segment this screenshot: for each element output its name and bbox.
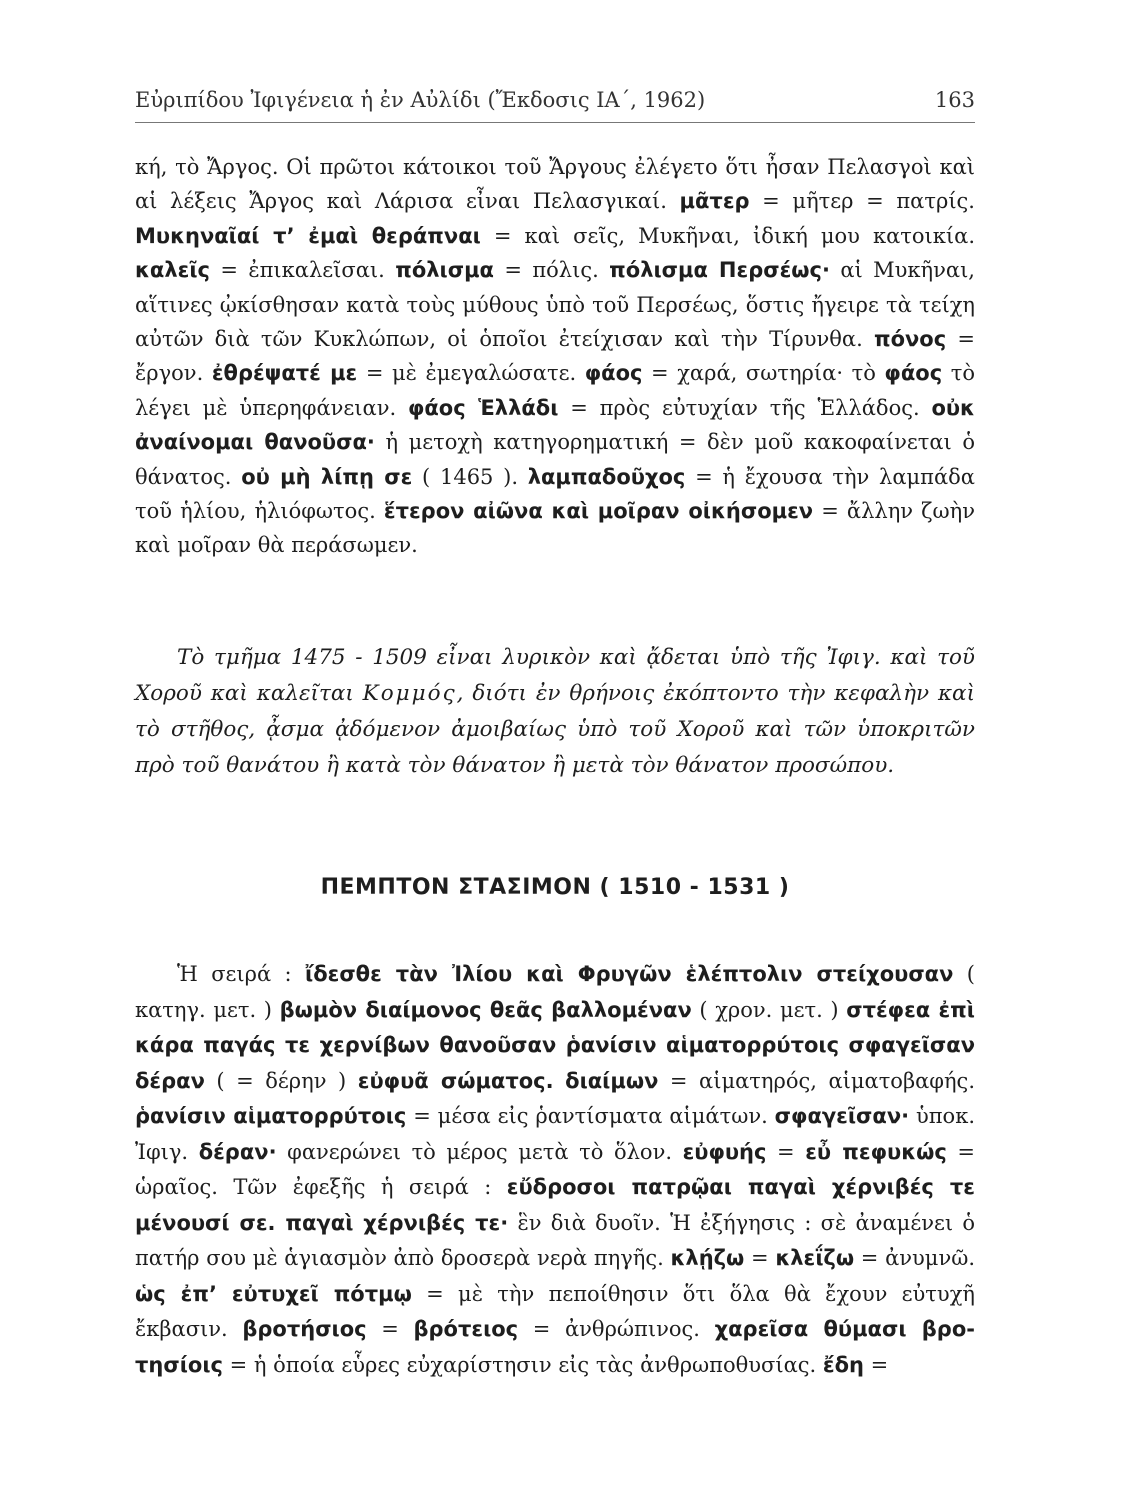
commentary-text: = μῆτερ = πατρίς. xyxy=(749,189,975,214)
commentary-text: αἱ Μυκῆναι, αἵτινες ᾠκίσθησαν κατὰ τοὺς μύθους ὑπὸ τοῦ Περσέως, ὅστις ἤγειρε τὰ τείχη αὐτῶν διὰ τῶν Κυκλώπων, οἱ ὁποῖοι ἐτείχισαν καὶ τὴν Τίρυνθα. xyxy=(135,258,975,352)
commentary-text: = μέσα εἰς ῥαντίσματα αἱμάτων. xyxy=(406,1104,775,1128)
header-rule xyxy=(135,122,975,123)
commentary-text: = xyxy=(766,1139,806,1164)
lemma: βρότειος xyxy=(413,1317,519,1341)
commentary-text: ( χρον. μετ. ) xyxy=(691,997,847,1022)
lyric-section-note xyxy=(135,640,975,784)
lemma: κλεΐζω xyxy=(775,1246,855,1270)
lemma: κλῄζω xyxy=(670,1246,745,1270)
commentary-text: = xyxy=(744,1246,776,1270)
commentary-text: ( 1465 ). xyxy=(412,464,528,489)
commentary-text: = ἐπικαλεῖσαι. xyxy=(209,258,396,283)
lemma: στέφεα ἐπὶ κάρα παγάς τε χερνίβων θανοῦσαν ῥανίσιν αἱματορρύτοις σφαγεῖσαν δέραν xyxy=(135,997,975,1093)
commentary-text: = μὲ ἐμεγαλώσατε. xyxy=(357,361,585,386)
commentary-text: = ἡ ὁποία εὗρες εὐχαρίστησιν εἰς τὰς ἀνθρωποθυσίας. xyxy=(222,1352,823,1377)
lemma: διαίμων xyxy=(565,1068,659,1093)
commentary-text: ὑποκ. Ἰφιγ. xyxy=(135,1104,975,1164)
commentary-text: = ὡραῖος. Τῶν ἐφεξῆς ἡ σειρά : xyxy=(135,1139,975,1199)
commentary-text: φανερώνει τὸ μέρος μετὰ τὸ ὅλον. xyxy=(276,1139,683,1164)
commentary-text xyxy=(554,1069,566,1093)
commentary-text: = ἀνθρώπινος. xyxy=(518,1317,715,1341)
page-number: 163 xyxy=(934,88,975,112)
lemma: πόνος xyxy=(873,327,947,352)
commentary-text: = αἱματηρός, αἱματοβαφής. xyxy=(658,1068,975,1093)
running-title: Εὐριπίδου Ἰφιγένεια ἡ ἐν Αὐλίδι (Ἔκδοσις ΙΑ΄, 1962) xyxy=(135,88,706,112)
lemma: ἐθρέψατέ με xyxy=(211,361,358,386)
lemma: Μυκηναῖαί τ’ ἐμαὶ θεράπναι xyxy=(135,223,481,248)
lemma: ἔδη xyxy=(822,1352,864,1377)
commentary-text: = πόλις. xyxy=(493,258,610,283)
commentary-text: = χαρά, σωτηρία· τὸ xyxy=(642,361,885,386)
commentary-text: = πρὸς εὐτυχίαν τῆς Ἑλλάδος. xyxy=(558,395,932,420)
commentary-text: = καὶ σεῖς, Μυκῆναι, ἰδική μου κατοικία. xyxy=(480,223,975,248)
lemma: μᾶτερ xyxy=(679,189,750,214)
lemma: λαμπαδοῦχος xyxy=(527,464,686,489)
commentary-text: ἡ μετοχὴ κατηγορηματική = δὲν μοῦ κακοφαίνεται ὁ θάνατος. xyxy=(135,430,975,489)
lemma: οὐκ ἀναίνομαι θανοῦσα· xyxy=(135,395,975,455)
lemma: εὔδροσοι πατρῷαι παγαὶ χέρνιβές τε μένουσί σε. παγαὶ χέρνιβές τε· xyxy=(135,1175,975,1235)
lemma: φάος xyxy=(584,361,643,386)
commentary-text: = ἄλλην ζωὴν καὶ μοῖραν θὰ περάσωμεν. xyxy=(135,499,976,558)
commentary-text: = xyxy=(366,1317,414,1341)
lemma: δέραν· xyxy=(198,1139,277,1164)
note-text: Τὸ τμῆμα 1475 - 1509 εἶναι λυρικὸν καὶ ᾄδεται ὑπὸ τῆς Ἰφιγ. καὶ τοῦ Χοροῦ καὶ καλεῖται xyxy=(135,645,975,706)
lemma: πόλισμα Περσέως· xyxy=(609,258,830,283)
commentary-text: ( κατηγ. μετ. ) xyxy=(135,962,975,1022)
running-header xyxy=(135,88,975,112)
lemma: ἕτερον αἰῶνα καὶ μοῖραν οἰκήσομεν xyxy=(383,499,814,524)
commentary-text: = xyxy=(863,1352,889,1377)
commentary-text: = μὲ τὴν πεποίθησιν ὅτι ὅλα θὰ ἔχουν εὐτυχῆ ἔκβασιν. xyxy=(135,1281,975,1341)
commentary-text: κή, τὸ Ἄργος. Οἱ πρῶτοι κάτοικοι τοῦ Ἄργους ἐλέγετο ὅτι ἦσαν Πελασγοὶ καὶ αἱ λέξεις Ἄργος καὶ Λάρισα εἶναι Πελασγικαί. xyxy=(135,155,975,214)
lemma: φάος xyxy=(884,361,943,386)
lemma: φάος Ἑλλάδι xyxy=(407,395,559,420)
commentary-text: τὸ λέγει μὲ ὑπερηφάνειαν. xyxy=(135,361,975,420)
lemma: χαρεῖσα θύμασι βροτησίοις xyxy=(135,1317,975,1377)
note-text: , διότι ἐν θρήνοις ἐκόπτοντο τὴν κεφαλὴν καὶ τὸ στῆθος, ᾆσμα ᾀδόμενον ἀμοιβαίως ὑπὸ τοῦ Χοροῦ καὶ τῶν ὑποκριτῶν πρὸ τοῦ θανάτου ἢ κατὰ τὸν θάνατον ἢ μετὰ τὸν θάνατον προσώπου. xyxy=(135,681,975,778)
lemma: βροτήσιος xyxy=(242,1317,367,1341)
stasimon-commentary xyxy=(135,957,975,1383)
commentary-text: ἓν διὰ δυοῖν. Ἡ ἐξήγησις : σὲ ἀναμένει ὁ πατήρ σου μὲ ἁγιασμὸν ἀπὸ δροσερὰ νερὰ πηγῆς. xyxy=(135,1210,975,1270)
lemma: εὖ πεφυκώς xyxy=(805,1139,947,1164)
lemma: ἴδεσθε τὰν Ἰλίου καὶ Φρυγῶν ἑλέπτολιν στείχουσαν xyxy=(305,962,954,986)
lemma: βωμὸν διαίμονος θεᾶς βαλλομέναν xyxy=(279,997,692,1022)
lemma: εὐφυᾶ σώματος. xyxy=(357,1068,554,1093)
commentary-text: ( = δέρην ) xyxy=(204,1068,358,1093)
lemma: εὐφυής xyxy=(682,1139,767,1164)
lemma: οὐ μὴ λίπῃ σε xyxy=(241,464,413,489)
commentary-text: = ἔργον. xyxy=(135,327,975,386)
lemma: σφαγεῖσαν· xyxy=(774,1104,910,1128)
commentary-text: = ἡ ἔχουσα τὴν λαμπάδα τοῦ ἡλίου, ἡλιόφωτος. xyxy=(135,464,975,524)
lemma: καλεῖς xyxy=(135,258,210,283)
commentary-text: = ἀνυμνῶ. xyxy=(854,1246,976,1270)
lemma: ῥανίσιν αἱματορρύτοις xyxy=(135,1104,407,1128)
commentary-paragraph xyxy=(135,150,975,563)
commentary-text: Ἡ σειρά : xyxy=(177,962,306,986)
section-title: ΠΕΜΠΤΟΝ ΣΤΑΣΙΜΟΝ ( 1510 - 1531 ) xyxy=(320,875,790,900)
lemma: πόλισμα xyxy=(395,258,494,283)
spaced-term: Κομμός xyxy=(362,681,457,706)
lemma: ὡς ἐπ’ εὐτυχεῖ πότμῳ xyxy=(135,1281,412,1306)
